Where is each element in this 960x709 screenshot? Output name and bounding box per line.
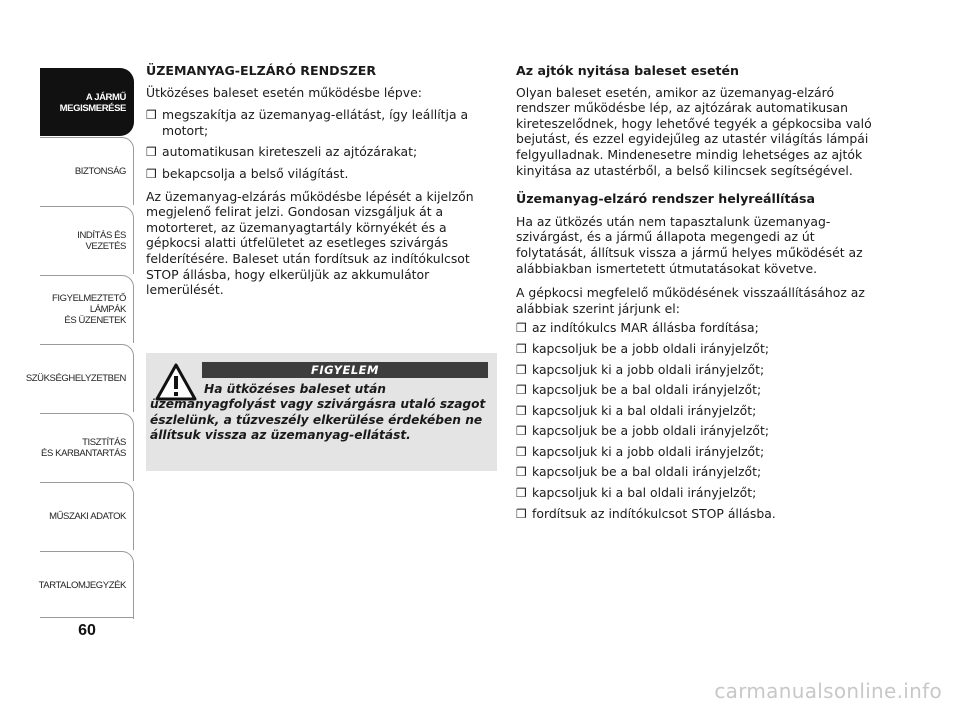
checkbox-bullet-icon: ❒ bbox=[516, 403, 527, 418]
checkbox-bullet-icon: ❒ bbox=[516, 383, 527, 398]
tab-tisztitas-es-karbantartas[interactable] bbox=[40, 413, 134, 481]
checkbox-bullet-icon: ❒ bbox=[516, 465, 527, 480]
tab-label: BIZTONSÁG bbox=[74, 166, 126, 177]
checkbox-bullet-icon: ❒ bbox=[516, 321, 527, 336]
tab-label: MŰSZAKI ADATOK bbox=[49, 511, 126, 522]
checkbox-bullet-icon: ❒ bbox=[516, 341, 527, 356]
body-paragraph: Olyan baleset esetén, amikor az üzemanyag-elzáró rendszer működésbe lép, az ajtózárak automatikusan kireteszelődnek, hogy lehetővé tegyék a gépkocsiba való bejutást, és ezzel egyidejűleg az utastér világítás lámpái felgyulladnak. Mindenesetre mindig lehetséges az ajtók kinyitása az utastérből, a belső kilincsek segítségével. bbox=[516, 84, 872, 178]
right-column bbox=[516, 63, 878, 528]
checkbox-bullet-icon: ❒ bbox=[146, 166, 157, 181]
checkbox-bullet-icon: ❒ bbox=[516, 424, 527, 439]
page-number: 60 bbox=[78, 622, 96, 639]
list-item: ❒ kapcsoljuk ki a bal oldali irányjelzőt; bbox=[516, 402, 757, 418]
tab-a-jarmu-megismerese[interactable] bbox=[40, 68, 134, 136]
checkbox-bullet-icon: ❒ bbox=[146, 145, 157, 160]
list-item: ❒ kapcsoljuk ki a jobb oldali irányjelzőt; bbox=[516, 443, 765, 459]
effects-list bbox=[146, 107, 498, 181]
body-paragraph: A gépkocsi megfelelő működésének visszaállításához az alábbiak szerint járjunk el: bbox=[516, 285, 865, 316]
tab-label: FIGYELMEZTETŐ LÁMPÁK ÉS ÜZENETEK bbox=[52, 293, 126, 326]
heading-system-reset: Üzemanyag-elzáró rendszer helyreállítása bbox=[516, 191, 816, 207]
tab-figyelmezteto-lampak[interactable] bbox=[40, 275, 134, 343]
warning-box bbox=[146, 353, 497, 471]
list-item: ❒ kapcsoljuk be a bal oldali irányjelzőt; bbox=[516, 382, 762, 398]
reset-steps-list bbox=[516, 320, 878, 521]
tab-biztonsag[interactable] bbox=[40, 137, 134, 205]
list-item: ❒ bekapcsolja a belső világítást. bbox=[146, 165, 349, 181]
intro-text: Ütközéses baleset esetén működésbe lépve: bbox=[146, 84, 422, 100]
tab-index-divider bbox=[40, 617, 134, 618]
warning-text: Ha ütközéses baleset után üzemanyagfolyást vagy szivárgásra utaló szagot észlelünk, a tűzveszély elkerülése érdekében ne állítsuk vissza az üzemanyag-ellátást. bbox=[150, 382, 486, 443]
checkbox-bullet-icon: ❒ bbox=[516, 444, 527, 459]
tab-muszaki-adatok[interactable] bbox=[40, 482, 134, 550]
list-item: ❒ kapcsoljuk be a jobb oldali irányjelzőt; bbox=[516, 423, 770, 439]
body-paragraph: Az üzemanyag-elzárás működésbe lépését a kijelzőn megjelenő felirat jelzi. Gondosan vizsgáljuk át a motorteret, az üzemanyagtartály környékét és a gépkocsi alatti útfelületet az esetleges szivárgás felderítésére. Baleset után fordítsuk az indítókulcsot STOP állásba, hogy elkerüljük az akkumulátor lemerülését. bbox=[146, 188, 474, 298]
tab-szukseghelyzetben[interactable] bbox=[25, 344, 134, 412]
heading-door-opening: Az ajtók nyitása baleset esetén bbox=[516, 63, 740, 78]
list-item: ❒ automatikusan kireteszeli az ajtózárakat; bbox=[146, 144, 418, 160]
watermark: carmanualsonline.info bbox=[714, 679, 942, 703]
list-item: ❒ kapcsoljuk ki a bal oldali irányjelzőt; bbox=[516, 485, 757, 501]
body-paragraph: Ha az ütközés után nem tapasztalunk üzemanyag-szivárgást, és a jármű állapota megengedi az út folytatását, állítsuk vissza a jármű helyes működését az alábbiakban ismertetett útmutatásokat követve. bbox=[516, 213, 863, 276]
tab-label: SZÜKSÉGHELYZETBEN bbox=[25, 373, 126, 384]
tab-label: TISZTÍTÁS ÉS KARBANTARTÁS bbox=[41, 436, 126, 459]
list-item: ❒ kapcsoljuk ki a jobb oldali irányjelzőt; bbox=[516, 361, 765, 377]
chapter-tab-index bbox=[25, 68, 134, 620]
list-item: ❒ kapcsoljuk be a jobb oldali irányjelzőt; bbox=[516, 340, 770, 356]
left-column bbox=[146, 63, 498, 305]
list-item: ❒ az indítókulcs MAR állásba fordítása; bbox=[516, 320, 759, 336]
checkbox-bullet-icon: ❒ bbox=[146, 108, 157, 123]
section-title: ÜZEMANYAG-ELZÁRÓ RENDSZER bbox=[146, 63, 377, 78]
tab-label: INDÍTÁS ÉS VEZETÉS bbox=[77, 229, 126, 252]
list-item: ❒ megszakítja az üzemanyag-ellátást, így leállítja a motort; bbox=[146, 107, 469, 138]
tab-label: TARTALOMJEGYZÉK bbox=[38, 580, 126, 591]
checkbox-bullet-icon: ❒ bbox=[516, 506, 527, 521]
list-item: ❒ fordítsuk az indítókulcsot STOP állásba. bbox=[516, 505, 776, 521]
tab-inditas-es-vezetes[interactable] bbox=[40, 206, 134, 274]
tab-tartalomjegyzek[interactable] bbox=[40, 551, 134, 619]
tab-label: A JÁRMŰ MEGISMERÉSE bbox=[59, 91, 126, 114]
warning-header: FIGYELEM bbox=[202, 362, 488, 378]
list-item: ❒ kapcsoljuk be a bal oldali irányjelzőt; bbox=[516, 464, 762, 480]
checkbox-bullet-icon: ❒ bbox=[516, 486, 527, 501]
checkbox-bullet-icon: ❒ bbox=[516, 362, 527, 377]
